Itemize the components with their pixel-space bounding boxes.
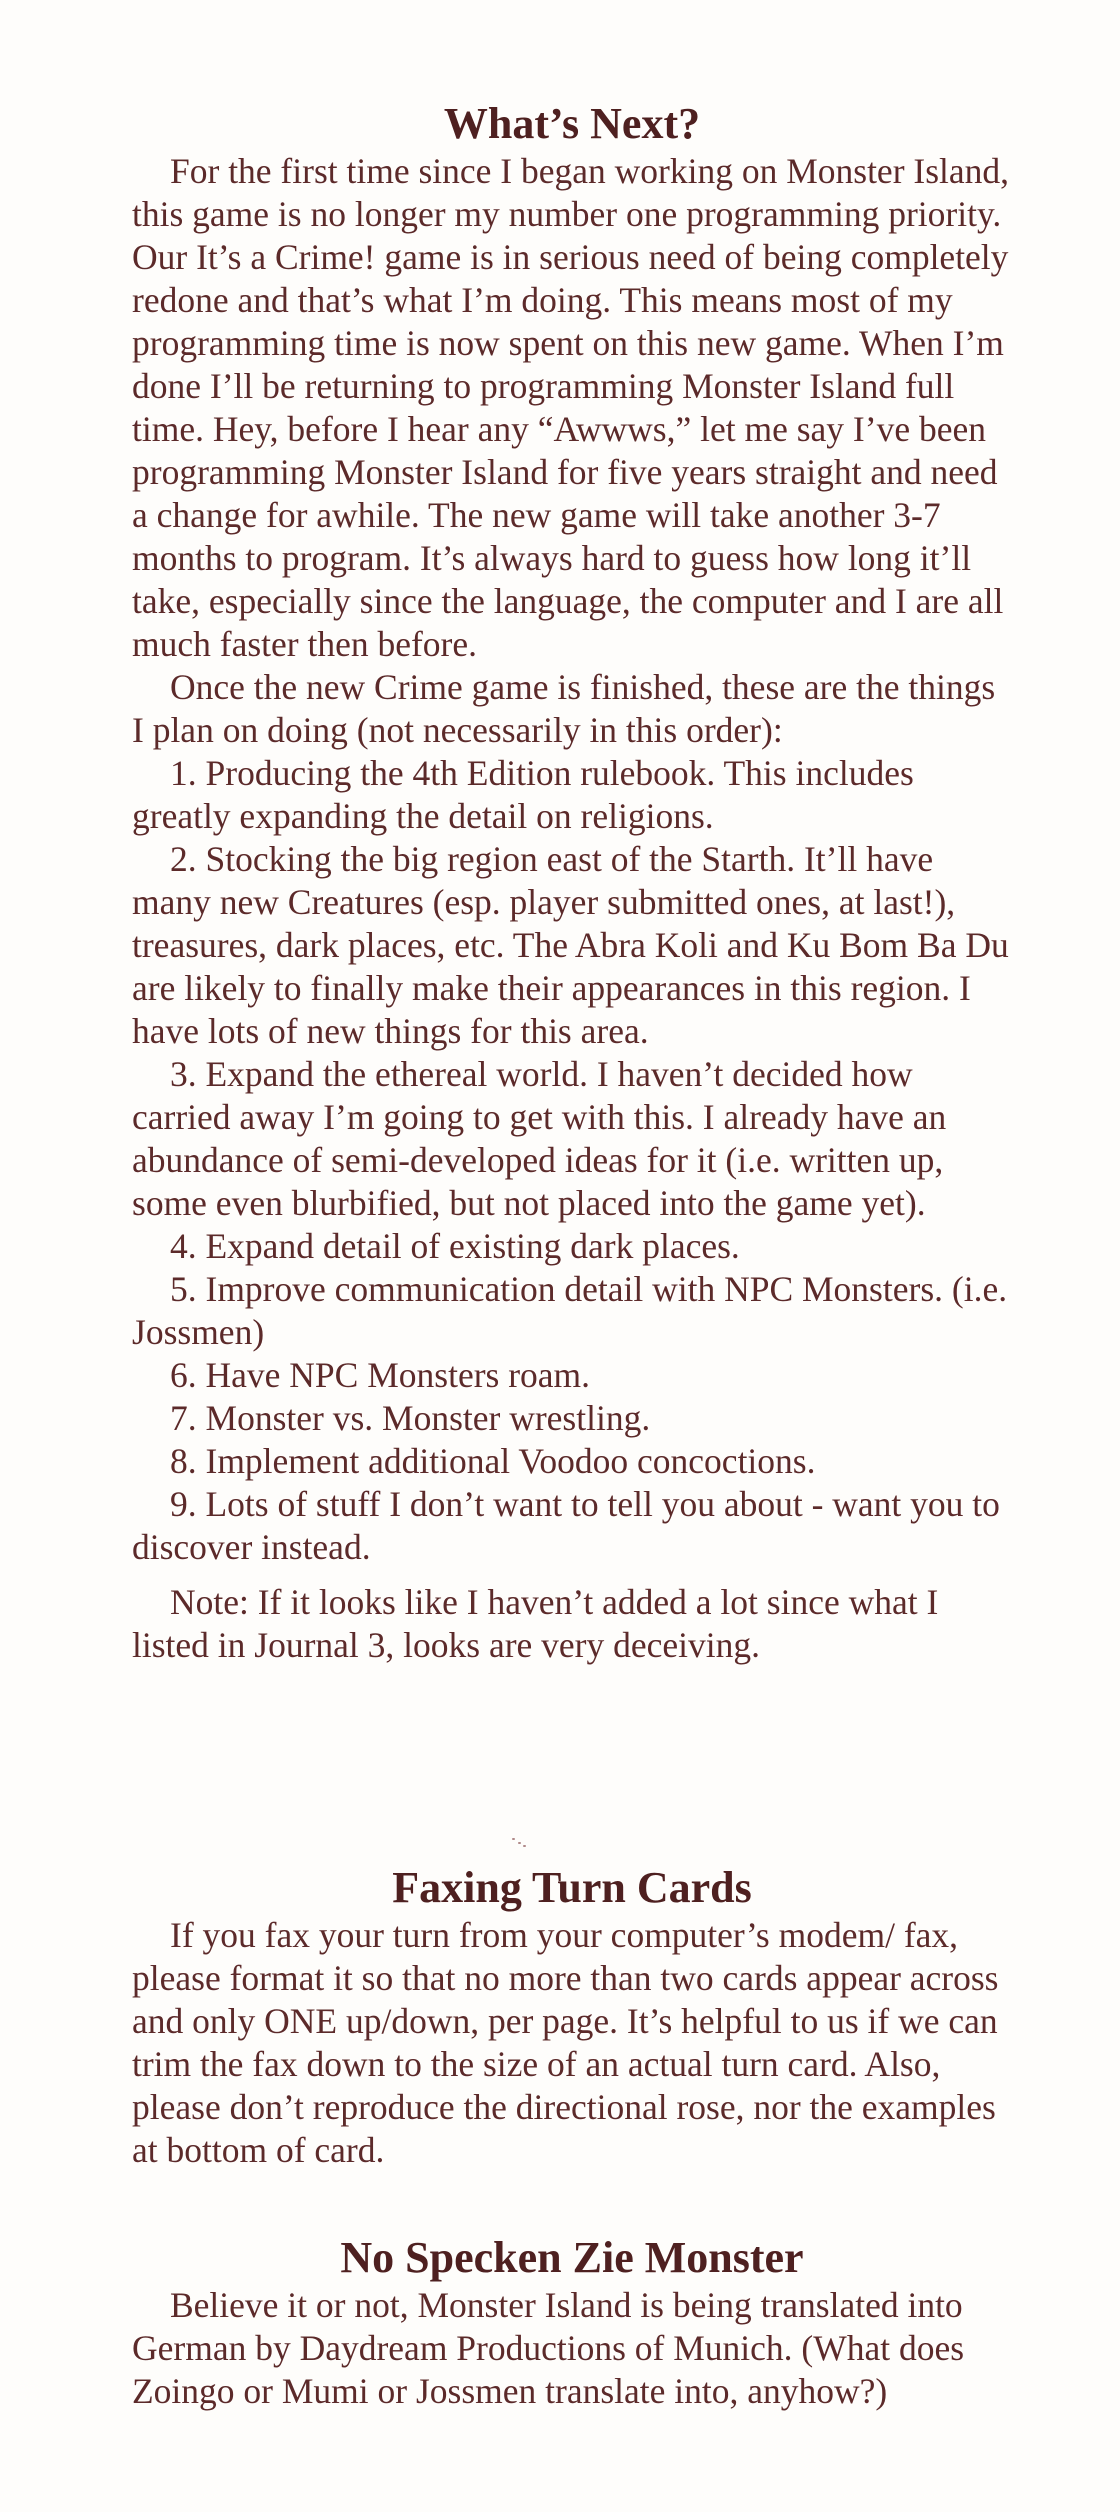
- whats-next-intro: For the first time since I began working on Monster Island, this game is no longer my number one programming priority. Our It’s a Crime! game is in serious need of being completely redone and that’s what I’m doing. This means most of my programming time is now spent on this new game. When I’m done I’ll be returning to programming Monster Island full time. Hey, before I hear any “Awwws,” let me say I’ve been programming Monster Island for five years straight and need a change for awhile. The new game will take another 3-7 months to program. It’s always hard to guess how long it’ll take, especially since the language, the computer and I are all much faster then before.: [132, 151, 1010, 664]
- plan-item: 5. Improve communication detail with NPC Monsters. (i.e. Jossmen): [132, 1269, 1008, 1352]
- whats-next-heading: What’s Next?: [443, 99, 701, 148]
- german-heading: No Specken Zie Monster: [340, 2233, 804, 2282]
- plans-intro: Once the new Crime game is finished, these are the things I plan on doing (not necessarily in this order):: [132, 667, 996, 750]
- plan-item: 3. Expand the ethereal world. I haven’t decided how carried away I’m going to get with this. I already have an abundance of semi-developed ideas for it (i.e. written up, some even blurbified, but not placed into the game yet).: [132, 1054, 947, 1223]
- german-body: Believe it or not, Monster Island is being translated into German by Daydream Productions of Munich. (What does Zoingo or Mumi or Jossmen translate into, anyhow?): [132, 2285, 965, 2411]
- whats-next-section: [132, 98, 1012, 1667]
- plan-item: 2. Stocking the big region east of the Starth. It’ll have many new Creatures (esp. player submitted ones, at last!), treasures, dark places, etc. The Abra Koli and Ku Bom Ba Du are likely to finally make their appearances in this region. I have lots of new things for this area.: [132, 839, 1009, 1051]
- german-section: [132, 2232, 1012, 2413]
- journal-note: Note: If it looks like I haven’t added a lot since what I listed in Journal 3, looks are very deceiving.: [132, 1582, 939, 1665]
- plan-item: 7. Monster vs. Monster wrestling.: [170, 1398, 651, 1438]
- plan-item: 9. Lots of stuff I don’t want to tell you about - want you to discover instead.: [132, 1484, 1000, 1567]
- print-speck: [512, 1838, 526, 1848]
- plan-item: 6. Have NPC Monsters roam.: [170, 1355, 591, 1395]
- plan-item: 1. Producing the 4th Edition rulebook. This includes greatly expanding the detail on religions.: [132, 753, 914, 836]
- plan-item: 8. Implement additional Voodoo concoctions.: [170, 1441, 816, 1481]
- faxing-section: [132, 1862, 1012, 2172]
- faxing-heading: Faxing Turn Cards: [392, 1863, 752, 1912]
- plans-list: [132, 752, 1012, 1569]
- faxing-body: If you fax your turn from your computer’s modem/ fax, please format it so that no more than two cards appear across and only ONE up/down, per page. It’s helpful to us if we can trim the fax down to the size of an actual turn card. Also, please don’t reproduce the directional rose, nor the examples at bottom of card.: [132, 1915, 999, 2170]
- plan-item: 4. Expand detail of existing dark places.: [170, 1226, 740, 1266]
